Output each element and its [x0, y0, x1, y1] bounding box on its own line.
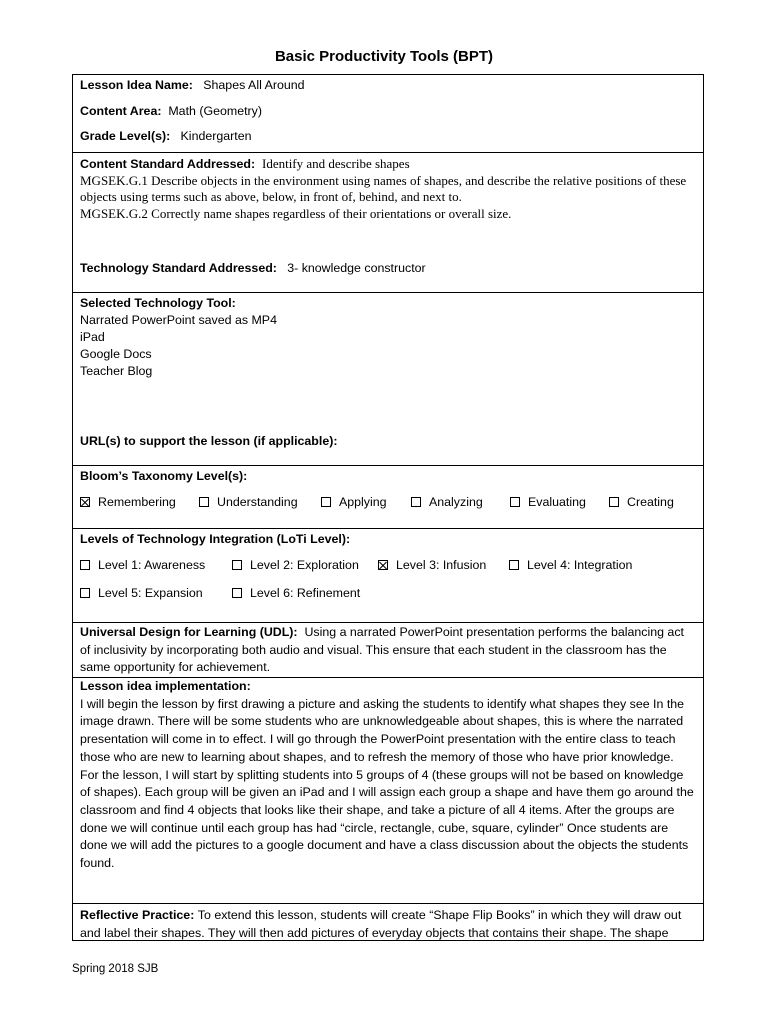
tool-item: Google Docs: [80, 347, 152, 361]
grade-level-value: Kindergarten: [180, 129, 252, 143]
tech-standard-row: [80, 260, 426, 277]
implementation-section: [73, 678, 703, 904]
bloom-option-label: Analyzing: [429, 495, 483, 509]
loti-option-level-1[interactable]: [80, 557, 205, 574]
loti-option-label: Level 2: Exploration: [250, 558, 359, 572]
tools-section: [73, 293, 703, 466]
loti-option-label: Level 4: Integration: [527, 558, 633, 572]
content-area-value: Math (Geometry): [168, 104, 262, 118]
bloom-option-understanding[interactable]: [199, 494, 298, 511]
loti-option-label: Level 6: Refinement: [250, 586, 361, 600]
loti-section: [73, 529, 703, 623]
checkbox-icon[interactable]: [411, 497, 421, 507]
loti-option-label: Level 5: Expansion: [98, 586, 203, 600]
bloom-option-creating[interactable]: [609, 494, 674, 511]
lesson-plan-table: [72, 74, 704, 941]
checkbox-icon[interactable]: [321, 497, 331, 507]
page-footer: Spring 2018 SJB: [72, 963, 159, 975]
tech-standard-label: Technology Standard Addressed:: [80, 261, 277, 275]
reflective-label: Reflective Practice:: [80, 908, 195, 922]
loti-option-level-4[interactable]: [509, 557, 632, 574]
loti-option-label: Level 3: Infusion: [396, 558, 487, 572]
bloom-option-label: Remembering: [98, 495, 176, 509]
bloom-option-label: Applying: [339, 495, 387, 509]
standard-g2-text: MGSEK.G.2 Correctly name shapes regardless of their orientations or overall size.: [80, 206, 512, 221]
checkbox-icon[interactable]: [232, 560, 242, 570]
tech-standard-value: 3- knowledge constructor: [287, 261, 426, 275]
udl-label: Universal Design for Learning (UDL):: [80, 625, 298, 639]
udl-section: [73, 623, 703, 678]
checkbox-icon[interactable]: [510, 497, 520, 507]
checkbox-icon[interactable]: [80, 588, 90, 598]
checkbox-icon[interactable]: [509, 560, 519, 570]
content-standard-value: Identify and describe shapes: [261, 156, 410, 171]
loti-option-label: Level 1: Awareness: [98, 558, 206, 572]
bloom-option-label: Understanding: [217, 495, 298, 509]
bloom-option-label: Evaluating: [528, 495, 586, 509]
checkbox-icon[interactable]: [609, 497, 619, 507]
checkbox-icon[interactable]: [199, 497, 209, 507]
tool-item: iPad: [80, 330, 105, 344]
loti-option-level-5[interactable]: [80, 585, 203, 602]
lesson-info-section: [73, 75, 703, 153]
grade-level-row: [80, 128, 252, 145]
loti-option-level-2[interactable]: [232, 557, 359, 574]
implementation-label: Lesson idea implementation:: [80, 679, 251, 693]
checkbox-icon[interactable]: [232, 588, 242, 598]
page-title: Basic Productivity Tools (BPT): [274, 48, 494, 65]
implementation-paragraph-2: For the lesson, I will start by splitting students into 5 groups of 4 (these groups will not be based on knowledge of shapes). Each group will be given an iPad and I will assign each group a shape and have them go around the classroom and find 4 objects that looks like their shape, and take a picture of all 4 items. After the groups are done we will continue until each group has had “circle, rectangle, cube, square, cylinder” Once students are done we will add the pictures to a google document and have a class discussion about the objects the students found.: [80, 767, 694, 871]
loti-option-level-6[interactable]: [232, 585, 360, 602]
reflective-text: To extend this lesson, students will create “Shape Flip Books” in which they will draw out and label their shapes. They will then add pictures of everyday objects that contains their shape. The shape: [80, 908, 682, 940]
content-area-row: [80, 103, 262, 120]
checkbox-icon[interactable]: [80, 560, 90, 570]
lesson-name-label: Lesson Idea Name:: [80, 78, 193, 92]
checkbox-icon[interactable]: [378, 560, 388, 570]
bloom-section: [73, 466, 703, 529]
content-standard-label: Content Standard Addressed:: [80, 157, 256, 171]
loti-option-level-3[interactable]: [378, 557, 486, 574]
checkbox-icon[interactable]: [80, 497, 90, 507]
content-area-label: Content Area:: [80, 104, 162, 118]
tools-label: Selected Technology Tool:: [80, 296, 236, 310]
bloom-label: Bloom’s Taxonomy Level(s):: [80, 469, 248, 483]
content-standard-row: [80, 155, 410, 173]
loti-label: Levels of Technology Integration (LoTi Level):: [80, 532, 351, 546]
udl-text: Using a narrated PowerPoint presentation performs the balancing act of inclusivity by incorporating both audio and visual. This ensure that each student in the classroom has the same opportunity for achievement.: [80, 625, 684, 675]
implementation-paragraph-1: I will begin the lesson by first drawing a picture and asking the students to identify what shapes they see In the image drawn. There will be some students who are unknowledgeable about shapes, this is where the narrated presentation will come in to effect. I will go through the PowerPoint presentation with the entire class to teach those who are new to learning about shapes, and to refresh the memory of those who have prior knowledge.: [80, 696, 685, 764]
lesson-name-value: Shapes All Around: [203, 78, 305, 92]
reflective-section: [73, 904, 703, 940]
standard-g1-text: MGSEK.G.1 Describe objects in the environment using names of shapes, and describe the relative positions of these objects using terms such as above, below, in front of, behind, and next to.: [80, 173, 687, 204]
standards-section: [73, 153, 703, 293]
tool-item: Narrated PowerPoint saved as MP4: [80, 313, 277, 327]
bloom-option-label: Creating: [627, 495, 674, 509]
tool-item: Teacher Blog: [80, 364, 153, 378]
bloom-option-analyzing[interactable]: [411, 494, 483, 511]
bloom-option-remembering[interactable]: [80, 494, 176, 511]
lesson-name-row: [80, 77, 305, 94]
bloom-option-applying[interactable]: [321, 494, 387, 511]
bloom-option-evaluating[interactable]: [510, 494, 586, 511]
grade-level-label: Grade Level(s):: [80, 129, 171, 143]
url-label: URL(s) to support the lesson (if applicable):: [80, 434, 338, 448]
